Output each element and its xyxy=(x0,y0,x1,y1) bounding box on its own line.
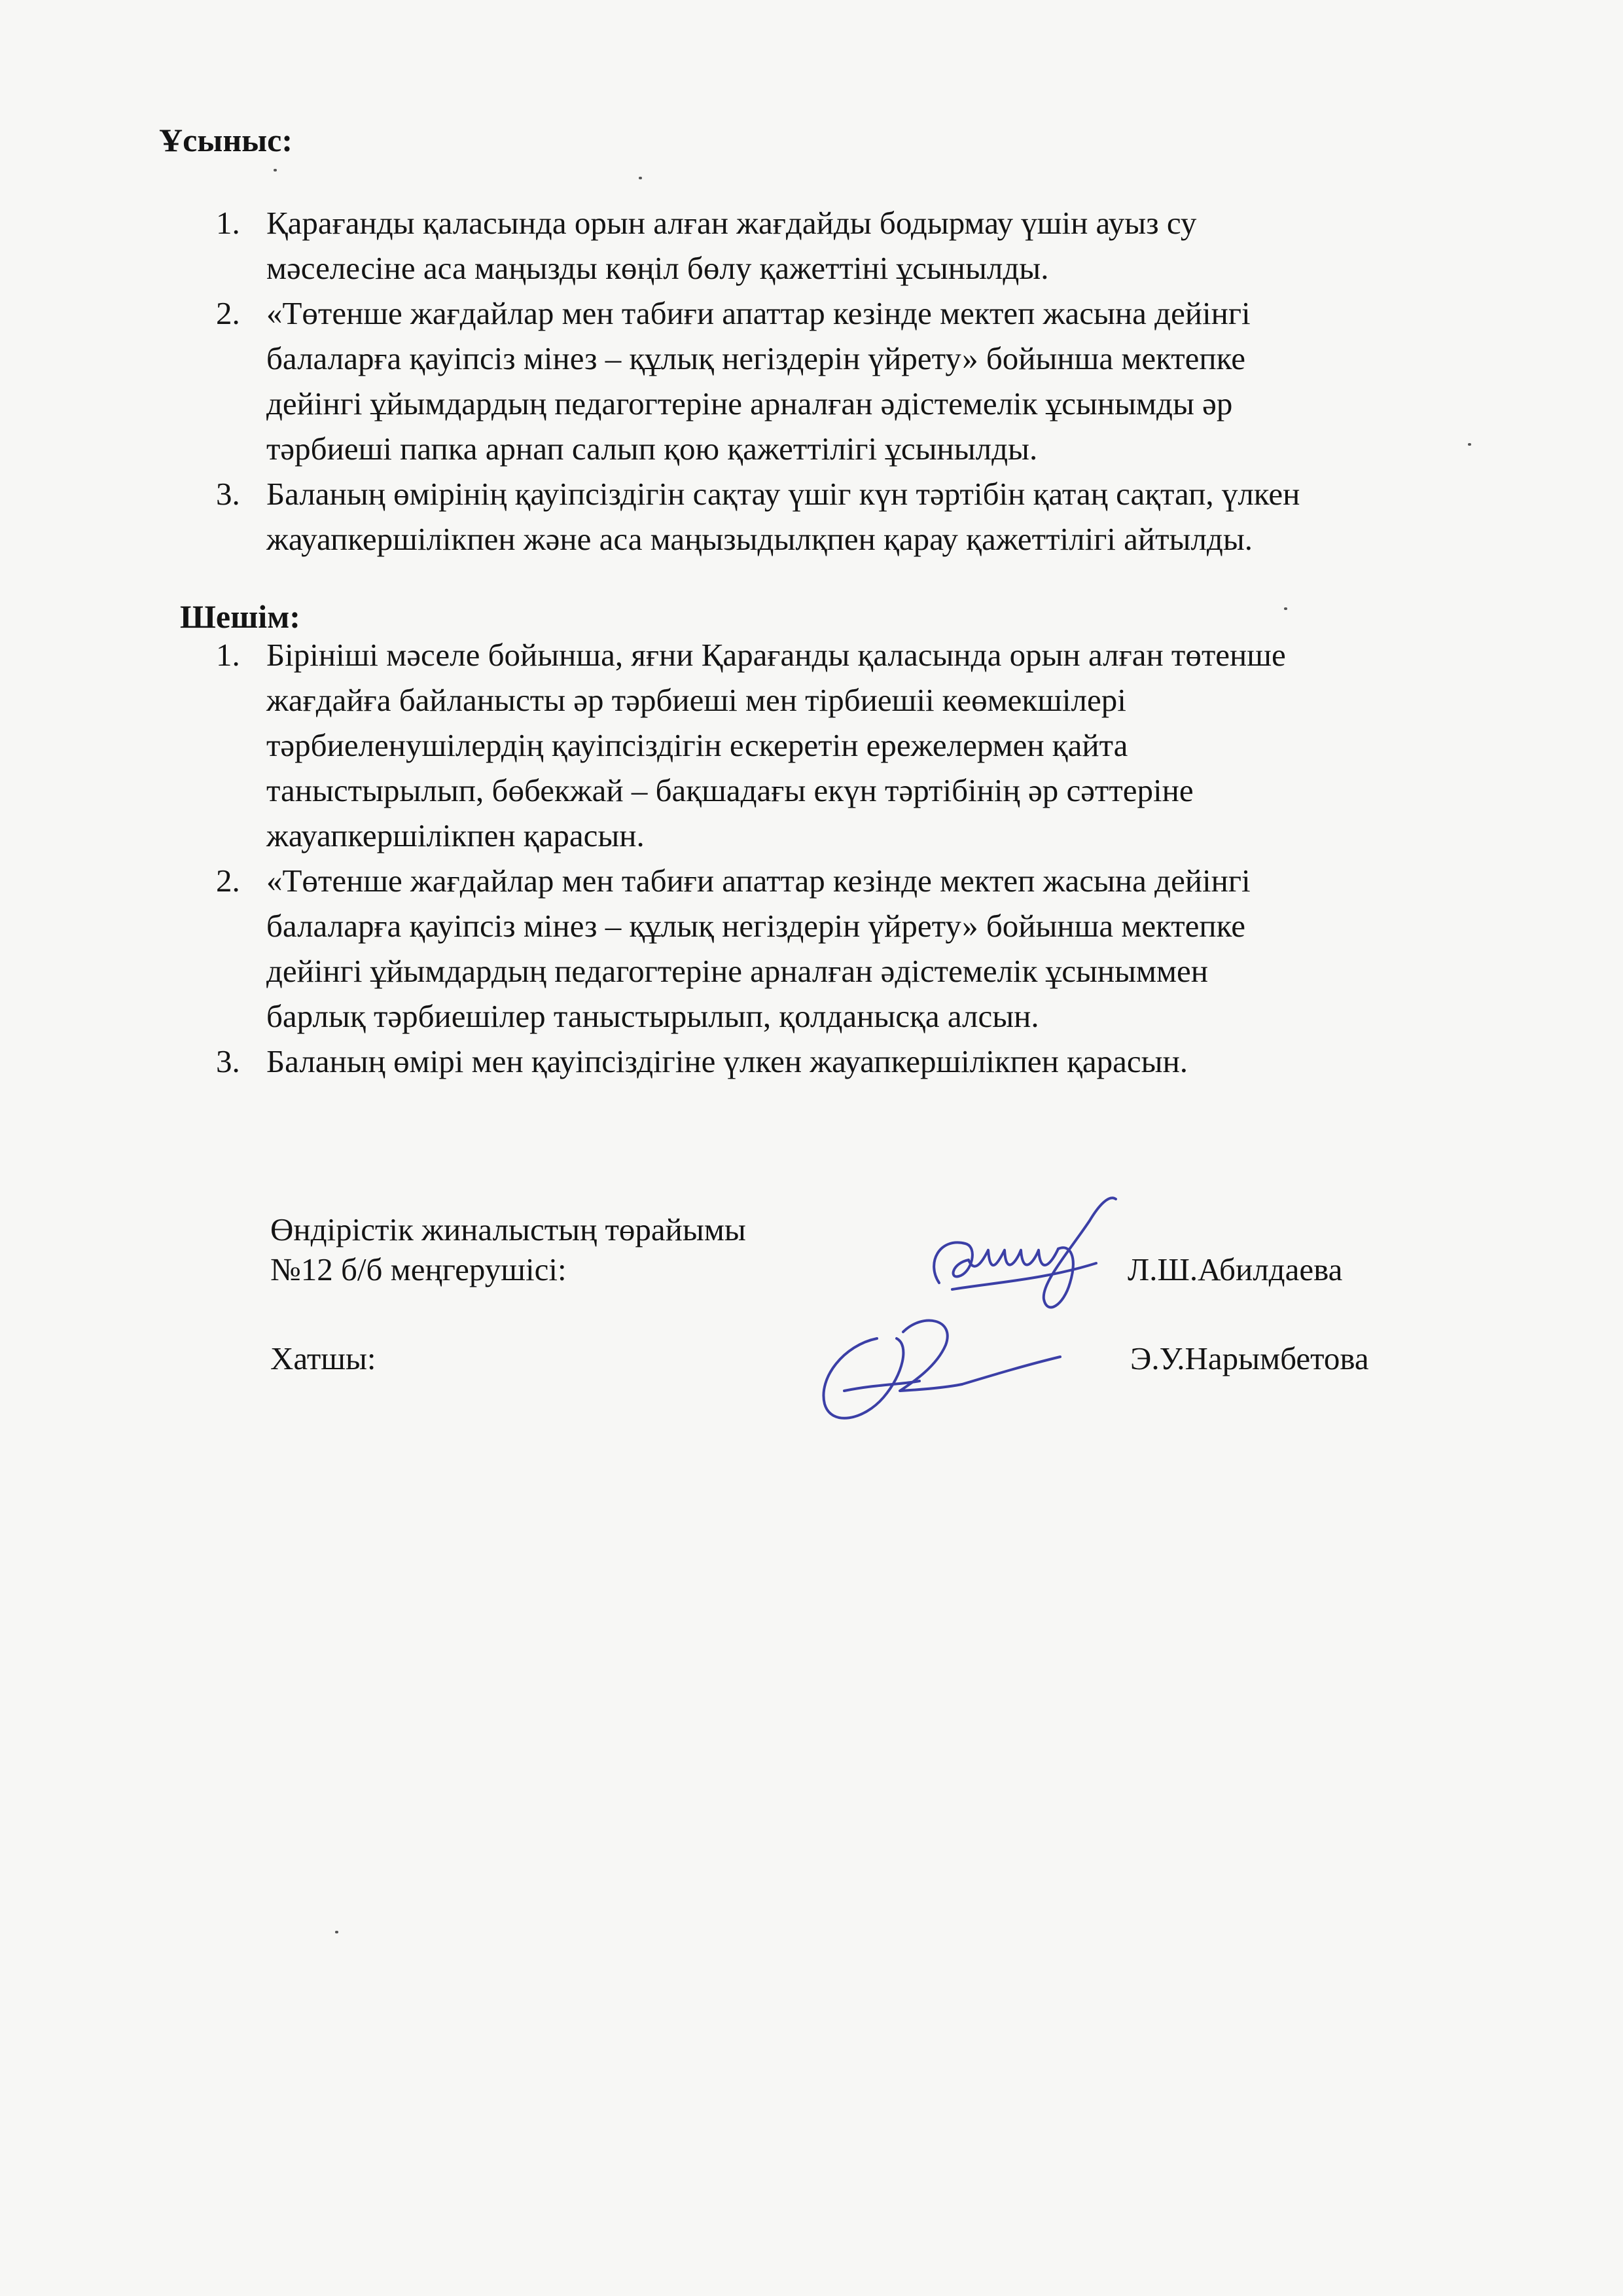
chair-role: Өндірістік жиналыстың төрайымы xyxy=(270,1211,746,1247)
item-line: Бірініші мәселе бойынша, яғни Қарағанды қаласында орын алған төтенше xyxy=(266,637,1286,673)
item-number: 1. xyxy=(216,637,240,673)
item-line: мәселесіне аса маңызды көңіл бөлу қажеттіні ұсынылды. xyxy=(266,250,1049,286)
head-role: №12 б/б меңгерушісі: xyxy=(270,1251,567,1287)
item-number: 3. xyxy=(216,476,240,512)
secretary-signature-icon xyxy=(805,1293,1067,1430)
scan-speck xyxy=(1468,443,1471,446)
item-line: барлық тәрбиешілер таныстырылып, қолданысқа алсын. xyxy=(266,998,1039,1034)
item-number: 2. xyxy=(216,295,240,331)
item-line: жауапкершілікпен және аса маңызыдылқпен қарау қажеттілігі айтылды. xyxy=(266,521,1253,557)
item-number: 3. xyxy=(216,1043,240,1079)
scan-speck xyxy=(639,177,642,179)
proposals-list xyxy=(216,200,1525,562)
item-line: тәрбиеші папка арнап салып қою қажеттілігі ұсынылды. xyxy=(266,431,1038,467)
item-line: Баланың өмірі мен қауіпсіздігіне үлкен жауапкершілікпен қарасын. xyxy=(266,1043,1188,1079)
scan-speck xyxy=(335,1931,338,1933)
item-line: дейінгі ұйымдардың педагогтеріне арналған әдістемелік ұсыныммен xyxy=(266,953,1208,989)
decision-heading: Шешім: xyxy=(180,598,300,635)
decision-list xyxy=(216,632,1518,1084)
item-line: «Төтенше жағдайлар мен табиғи апаттар кезінде мектеп жасына дейінгі xyxy=(266,863,1251,899)
item-line: тәрбиеленушілердің қауіпсіздігін ескеретін ережелермен қайта xyxy=(266,727,1128,763)
item-line: Қарағанды қаласында орын алған жағдайды бодырмау үшін ауыз су xyxy=(266,205,1197,241)
proposal-item xyxy=(216,291,1525,471)
item-number: 2. xyxy=(216,863,240,899)
item-line: Баланың өмірінің қауіпсіздігін сақтау үшіг күн тәртібін қатаң сақтап, үлкен xyxy=(266,476,1300,512)
item-line: жауапкершілікпен қарасын. xyxy=(266,817,645,853)
item-line: таныстырылып, бөбекжай – бақшадағы екүн тәртібінің әр сәттеріне xyxy=(266,772,1194,808)
decision-item xyxy=(216,632,1518,858)
item-line: балаларға қауіпсіз мінез – құлық негіздерін үйрету» бойынша мектепке xyxy=(266,340,1245,376)
proposal-item xyxy=(216,471,1525,562)
proposal-item xyxy=(216,200,1525,291)
item-number: 1. xyxy=(216,205,240,241)
decision-item xyxy=(216,858,1518,1039)
chair-name: Л.Ш.Абилдаева xyxy=(1128,1251,1343,1287)
secretary-role: Хатшы: xyxy=(270,1340,376,1376)
item-line: балаларға қауіпсіз мінез – құлық негіздерін үйрету» бойынша мектепке xyxy=(266,908,1245,944)
item-line: «Төтенше жағдайлар мен табиғи апаттар кезінде мектеп жасына дейінгі xyxy=(266,295,1251,331)
item-line: жағдайға байланысты әр тәрбиеші мен тірбиешіі кеөмекшілері xyxy=(266,682,1126,718)
decision-item xyxy=(216,1039,1518,1084)
item-line: дейінгі ұйымдардың педагогтеріне арналған әдістемелік ұсынымды әр xyxy=(266,386,1233,422)
proposals-heading: Ұсыныс: xyxy=(159,122,293,158)
scan-speck xyxy=(274,169,277,171)
secretary-name: Э.У.Нарымбетова xyxy=(1130,1340,1369,1376)
scan-speck xyxy=(1284,607,1287,610)
